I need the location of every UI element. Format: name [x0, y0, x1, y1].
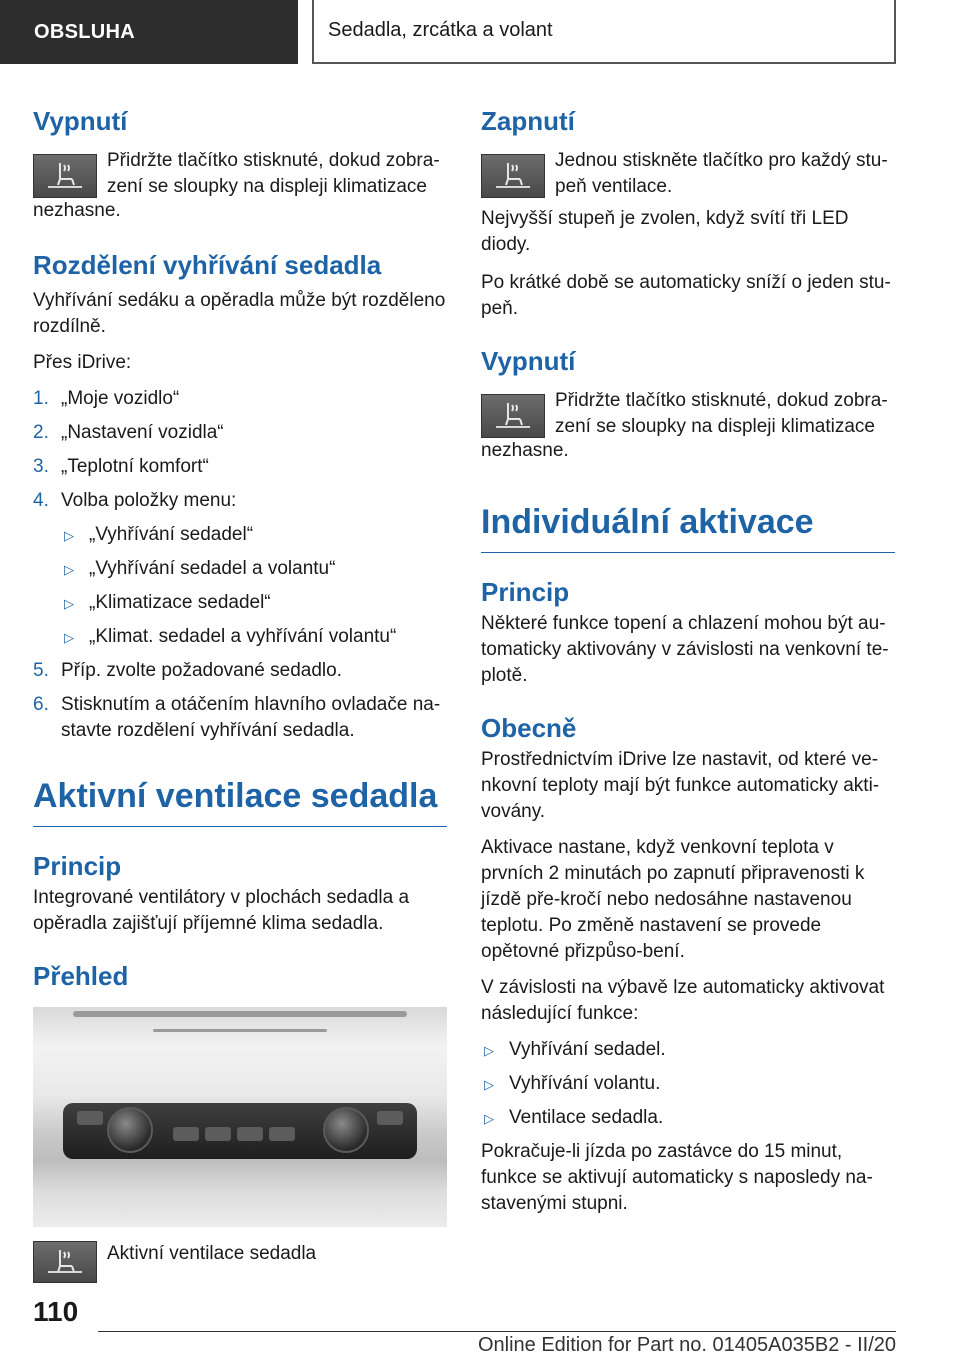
option-text: „Vyhřívání sedadel“: [89, 524, 254, 545]
seat-ventilation-icon: [481, 154, 545, 198]
list-item: [33, 692, 447, 744]
heading-on: Zapnutí: [481, 106, 575, 136]
heading-overview: Přehled: [33, 961, 129, 991]
triangle-right-icon: ▷: [64, 528, 74, 543]
principle-text-right: Některé funkce topení a chlazení mohou být au-tomaticky aktivovány v závislosti na venkovní te-plotě.: [481, 613, 889, 686]
step-text: „Nastavení vozidla“: [61, 422, 224, 443]
step-text: Stisknutím a otáčením hlavního ovladače na-stavte rozdělení vyhřívání sedadla.: [61, 694, 441, 741]
list-item: [33, 590, 447, 616]
heading-principle-right: Princip: [481, 577, 570, 607]
heading-off: Vypnutí: [33, 106, 128, 136]
triangle-right-icon: ▷: [484, 1077, 494, 1092]
function-text: Ventilace sedadla.: [509, 1107, 664, 1128]
auto-functions-list: [481, 1037, 895, 1131]
triangle-right-icon: ▷: [484, 1111, 494, 1126]
list-item: [33, 522, 447, 548]
on-text: Jednou stiskněte tlačítko pro každý stu-peň ventilace.: [555, 150, 888, 197]
triangle-right-icon: ▷: [64, 596, 74, 611]
off-text-line: Přidržte tlačítko stisknuté, dokud zobra-: [555, 390, 888, 411]
section-tab: OBSLUHA: [0, 0, 298, 64]
heading-seat-ventilation: Aktivní ventilace sedadla: [33, 774, 447, 827]
triangle-right-icon: ▷: [64, 630, 74, 645]
step-number: 4.: [33, 490, 49, 511]
continue-text: Pokračuje-li jízda po zastávce do 15 minut, funkce se aktivují automaticky s naposledy na-stavenými stupni.: [481, 1141, 873, 1214]
heading-individual-activation: Individuální aktivace: [481, 500, 895, 553]
auto-lower-text: Po krátké době se automaticky sníží o jeden stu-peň.: [481, 272, 891, 319]
off-text-line: zení se sloupky na displeji klimatizace: [107, 176, 427, 197]
list-item: [481, 1037, 895, 1063]
heading-general: Obecně: [481, 713, 577, 743]
step-text: „Teplotní komfort“: [61, 456, 209, 477]
list-item: [33, 658, 447, 684]
option-text: „Vyhřívání sedadel a volantu“: [89, 558, 336, 579]
steps-list: [33, 386, 447, 514]
right-column: [481, 96, 895, 1217]
step-number: 5.: [33, 660, 49, 681]
seat-ventilation-icon: [481, 394, 545, 438]
list-item: [481, 1071, 895, 1097]
list-item: [481, 1105, 895, 1131]
edition-note: Online Edition for Part no. 01405A035B2 - II/20: [477, 1334, 896, 1356]
off-text-line: nezhasne.: [481, 440, 569, 461]
list-item: [33, 386, 447, 412]
top-level-text: Nejvyšší stupeň je zvolen, když svítí tři LED diody.: [481, 208, 849, 255]
step-number: 2.: [33, 422, 49, 443]
step-number: 6.: [33, 694, 49, 715]
on-instruction: [481, 148, 895, 202]
off-instruction: [33, 148, 447, 202]
step-text: Volba položky menu:: [61, 490, 237, 511]
climate-control-photo: [33, 1007, 447, 1227]
caption-row: [33, 1237, 447, 1287]
left-column: [33, 96, 447, 1287]
list-item: [33, 624, 447, 650]
general-text-3: V závislosti na výbavě lze automaticky aktivovat následující funkce:: [481, 977, 885, 1024]
triangle-right-icon: ▷: [484, 1043, 494, 1058]
off-text-line: nezhasne.: [33, 200, 121, 221]
heading-split: Rozdělení vyhřívání sedadla: [33, 250, 382, 280]
chapter-title: Sedadla, zrcátka a volant: [312, 0, 896, 64]
step-number: 3.: [33, 456, 49, 477]
list-item: [33, 488, 447, 514]
off-text-line: zení se sloupky na displeji klimatizace: [555, 416, 875, 437]
off-text-line: Přidržte tlačítko stisknuté, dokud zobra-: [107, 150, 440, 171]
option-text: „Klimatizace sedadel“: [89, 592, 271, 613]
principle-text: Integrované ventilátory v plochách sedadla a opěradla zajišťují příjemné klima sedadla.: [33, 887, 410, 934]
page-number: 110: [33, 1296, 79, 1327]
photo-caption: Aktivní ventilace sedadla: [107, 1243, 317, 1264]
off-instruction-right: [481, 388, 895, 442]
function-text: Vyhřívání volantu.: [509, 1073, 661, 1094]
menu-options: [33, 522, 447, 650]
option-text: „Klimat. sedadel a vyhřívání volantu“: [89, 626, 397, 647]
split-text: Vyhřívání sedáku a opěradla může být rozděleno rozdílně.: [33, 290, 446, 337]
triangle-right-icon: ▷: [64, 562, 74, 577]
list-item: [33, 420, 447, 446]
general-text-1: Prostřednictvím iDrive lze nastavit, od které ve-nkovní teploty mají být funkce automaticky akti-vovány.: [481, 749, 880, 822]
general-text-2: Aktivace nastane, když venkovní teplota v prvních 2 minutách po zapnutí připravenosti k jízdě pře-kročí nebo nedosáhne nastavenou teplotu. Po změně nastavení se provede opětovné přizpůso-bení.: [481, 837, 865, 962]
seat-ventilation-icon: [33, 154, 97, 198]
step-text: Příp. zvolte požadované sedadlo.: [61, 660, 342, 681]
heading-principle: Princip: [33, 851, 122, 881]
step-text: „Moje vozidlo“: [61, 388, 180, 409]
heading-off-right: Vypnutí: [481, 346, 576, 376]
function-text: Vyhřívání sedadel.: [509, 1039, 666, 1060]
step-number: 1.: [33, 388, 49, 409]
via-idrive: Přes iDrive:: [33, 352, 132, 373]
steps-list-2: [33, 658, 447, 744]
list-item: [33, 454, 447, 480]
list-item: [33, 556, 447, 582]
seat-ventilation-icon: [33, 1241, 97, 1283]
